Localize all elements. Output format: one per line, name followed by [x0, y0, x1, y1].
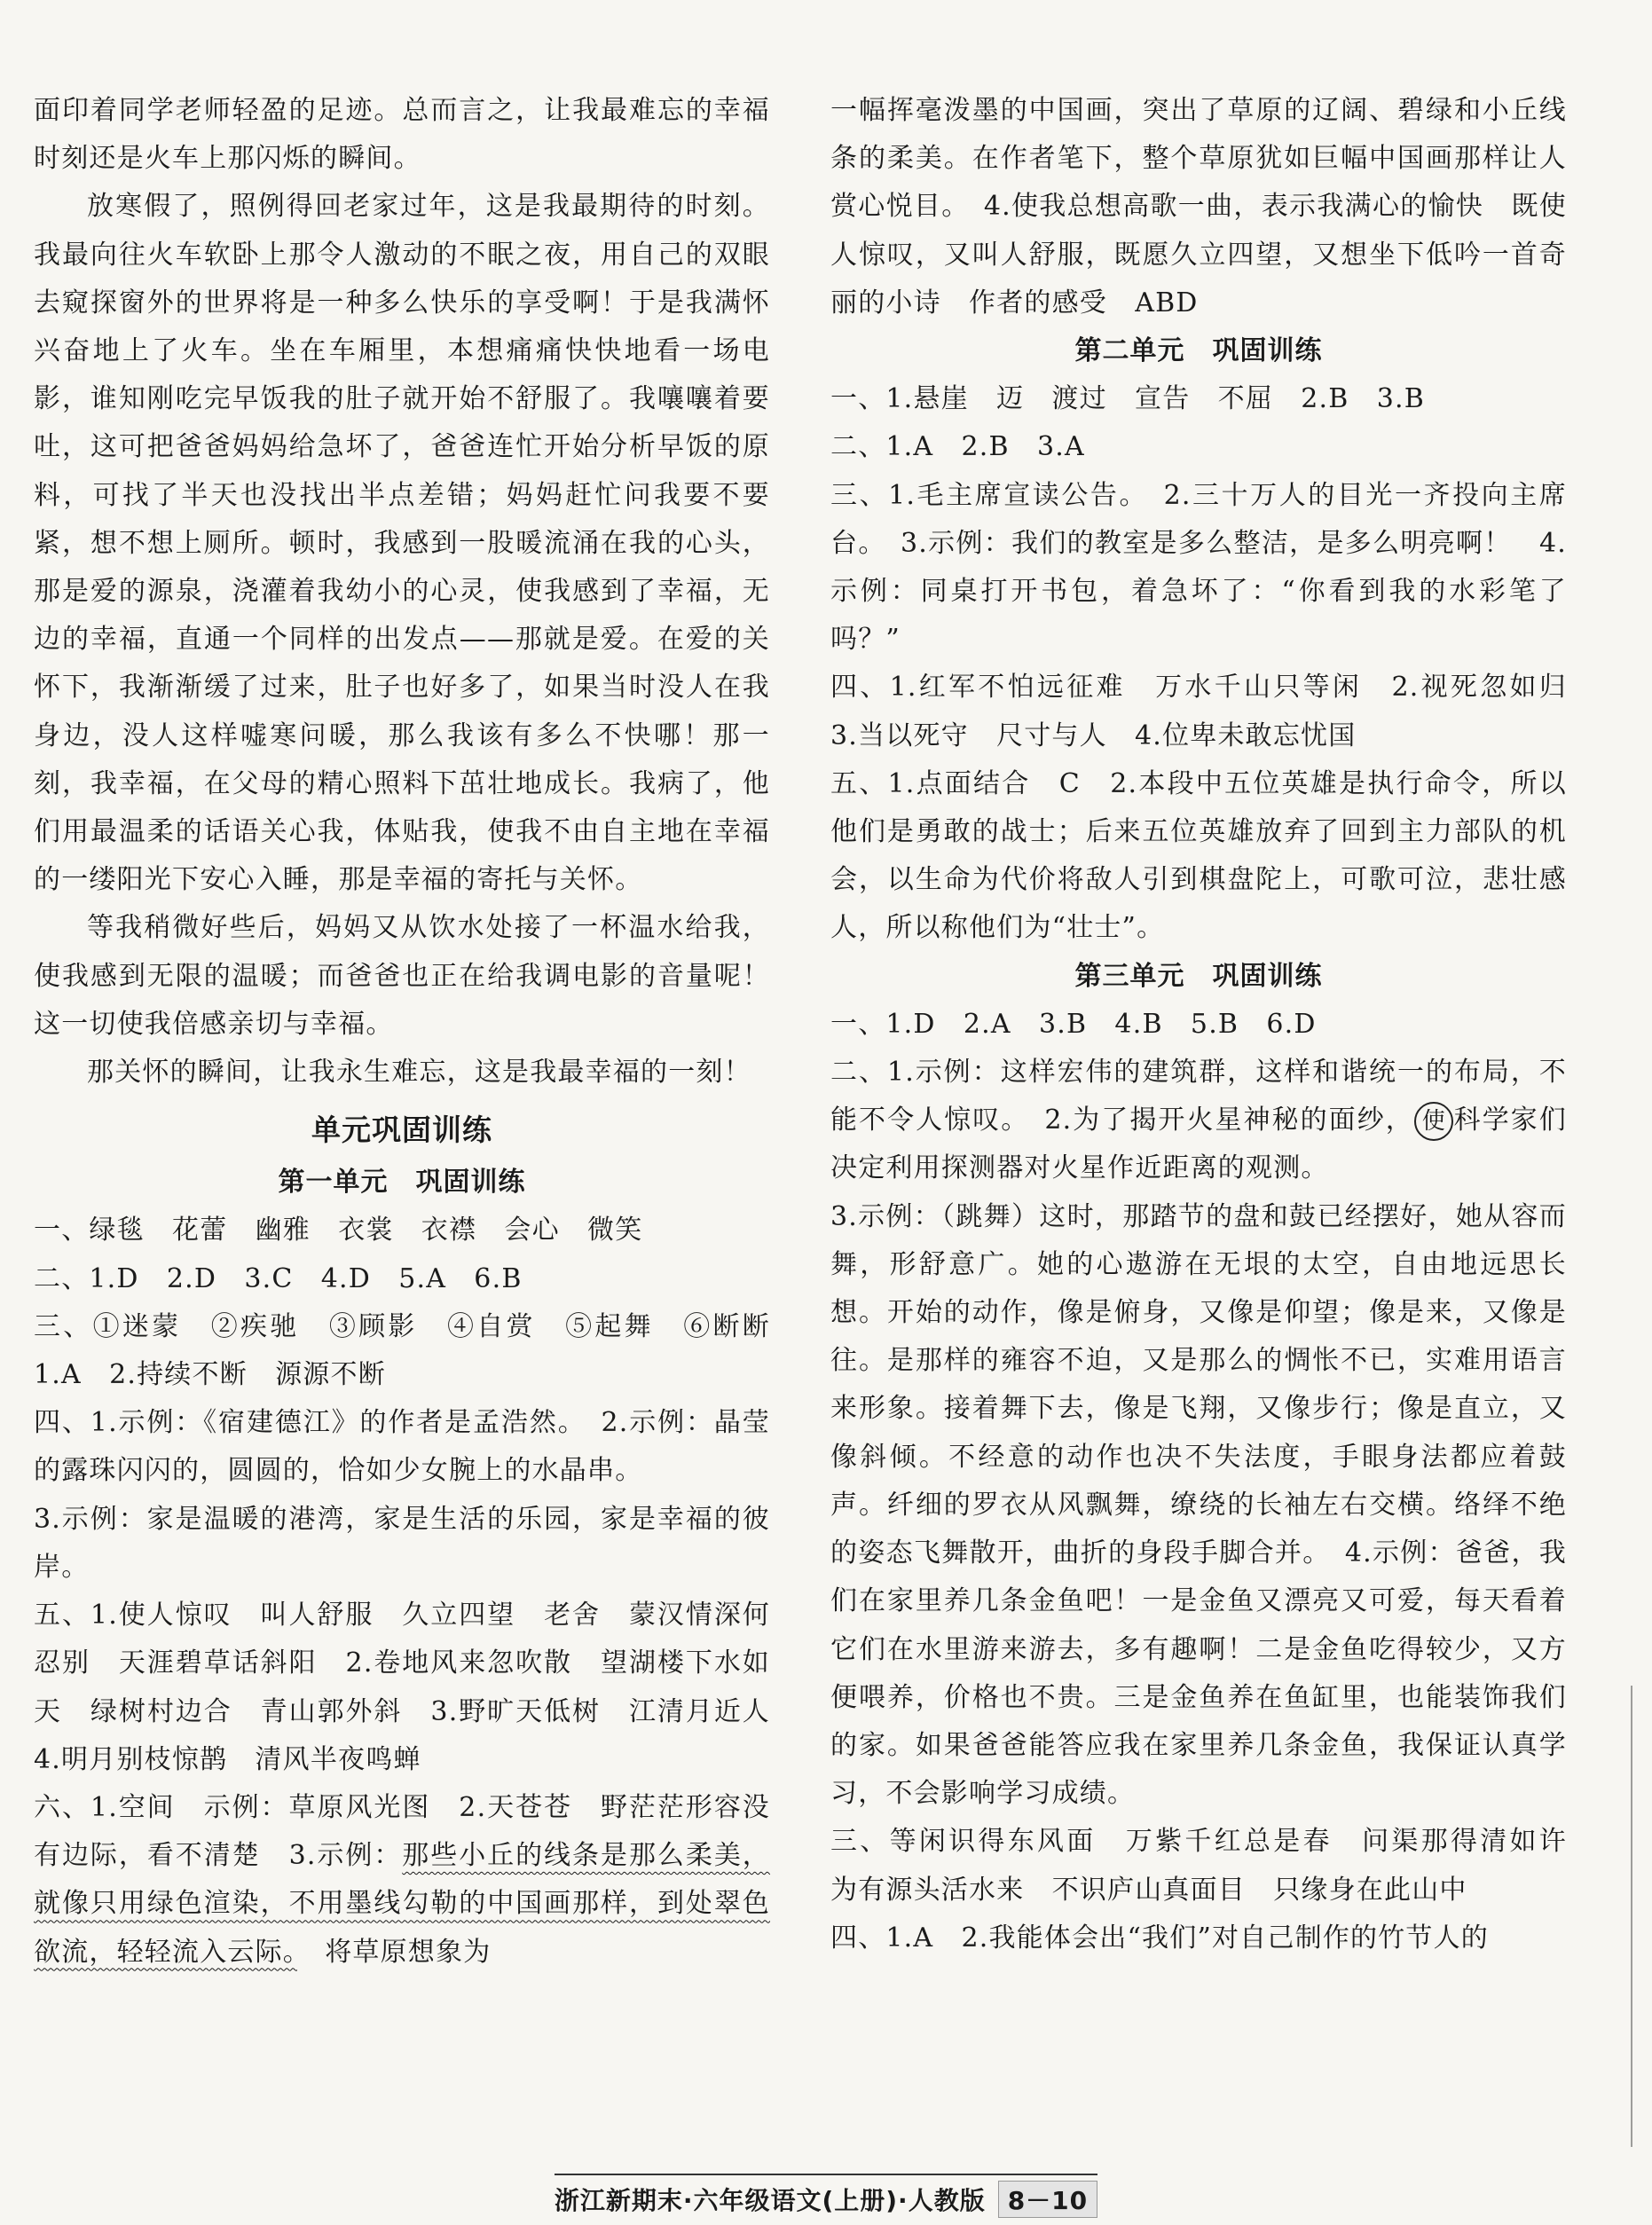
essay-paragraph-3: 等我稍微好些后，妈妈又从饮水处接了一杯温水给我，使我感到无限的温暖；而爸爸也正在给我调电影的音量呢！这一切使我倍感亲切与幸福。	[34, 912, 770, 1040]
unit1-q6-underlined: 那些小丘的线条是那么柔美，就像只用绿色渲染，不用墨线勾勒的中国画那样，到处翠色欲流，轻轻流入云际。	[34, 1840, 770, 1968]
unit1-q2: 二、1.D 2.D 3.C 4.D 5.A 6.B	[34, 1262, 523, 1294]
circled-mark: 使	[1414, 1102, 1453, 1141]
unit3-q1: 一、1.D 2.A 3.B 4.B 5.B 6.D	[830, 1008, 1317, 1040]
right-column	[830, 87, 1595, 1962]
page-code: 8－10	[998, 2181, 1097, 2218]
essay-paragraph-4: 那关怀的瞬间，让我永生难忘，这是我最幸福的一刻！	[87, 1057, 751, 1089]
unit1-q6-post: 将草原想象为	[297, 1936, 492, 1968]
unit2-q4: 四、1.红军不怕远征难 万水千山只等闲 2.视死忽如归 3.当以死守 尺寸与人 4.位卑未敢忘忧国	[830, 672, 1595, 751]
unit1-q1: 一、绿毯 花蕾 幽雅 衣裳 衣襟 会心 微笑	[34, 1215, 643, 1246]
unit3-q2-pre: 二、1.示例：这样宏伟的建筑群，这样和谐统一的布局，不能不令人惊叹。 2.为了揭开火星神秘的面纱，	[830, 1057, 1567, 1136]
unit2-q5: 五、1.点面结合 C 2.本段中五位英雄是执行命令，所以他们是勇敢的战士；后来五位英雄放弃了回到主力部队的机会，以生命为代价将敌人引到棋盘陀上，可歌可泣，悲壮感人，所以称他们为“壮士”。	[830, 767, 1567, 944]
unit3-title: 第三单元 巩固训练	[1074, 960, 1323, 992]
margin-line	[1631, 1686, 1632, 2147]
unit3-section4: 四、1.A 2.我能体会出“我们”对自己制作的竹节人的	[830, 1922, 1489, 1954]
footer-title: 浙江新期末·六年级语文(上册)·人教版	[554, 2186, 986, 2215]
unit2-q3: 三、1.毛主席宣读公告。 2.三十万人的目光一齐投向主席台。 3.示例：我们的教室是多么整洁，是多么明亮啊！ 4.示例：同桌打开书包，着急坏了：“你看到我的水彩笔了吗？”	[830, 479, 1567, 656]
unit1-continued: 一幅挥毫泼墨的中国画，突出了草原的辽阔、碧绿和小丘线条的柔美。在作者笔下，整个草原犹如巨幅中国画那样让人赏心悦目。 4.使我总想高歌一曲，表示我满心的愉快 既使人惊叹，又叫人舒服，既愿久立四望，又想坐下低吟一首奇丽的小诗 作者的感受 ABD	[830, 95, 1567, 318]
unit1-q3: 三、①迷蒙 ②疾驰 ③顾影 ④自赏 ⑤起舞 ⑥断断 1.A 2.持续不断 源源不断	[34, 1310, 798, 1391]
unit3-section3: 三、等闲识得东风面 万紫千红总是春 问渠那得清如许 为有源头活水来 不识庐山真面目 只缘身在此山中	[830, 1826, 1595, 1906]
unit2-title: 第二单元 巩固训练	[1074, 335, 1323, 367]
section-title: 单元巩固训练	[311, 1112, 492, 1148]
unit1-q4b: 3.示例：家是温暖的港湾，家是生活的乐园，家是幸福的彼岸。	[34, 1503, 770, 1583]
footer-bar	[555, 2174, 1097, 2218]
unit1-q6-pre: 六、1.空间 示例：草原风光图 2.天苍苍 野茫茫形容没有边际，看不清楚 3.示例：	[34, 1791, 770, 1872]
unit1-q5: 五、1.使人惊叹 叫人舒服 久立四望 老舍 蒙汉情深何忍别 天涯碧草话斜阳 2.卷地风来忽吹散 望湖楼下水如天 绿树村边合 青山郭外斜 3.野旷天低树 江清月近人 4.明月别枝惊鹊 清风半夜鸣蝉	[34, 1600, 798, 1775]
page-footer	[0, 2174, 1652, 2218]
unit2-q2: 二、1.A 2.B 3.A	[830, 431, 1085, 463]
unit3-q2-post: 科学家们决定利用探测器对火星作近距离的观测。	[830, 1105, 1567, 1184]
essay-paragraph-2: 放寒假了，照例得回老家过年，这是我最期待的时刻。我最向往火车软卧上那令人激动的不眠之夜，用自己的双眼去窥探窗外的世界将是一种多么快乐的享受啊！于是我满怀兴奋地上了火车。坐在车厢里，本想痛痛快快地看一场电影，谁知刚吃完早饭我的肚子就开始不舒服了。我嚷嚷着要吐，这可把爸爸妈妈给急坏了，爸爸连忙开始分析早饭的原料，可找了半天也没找出半点差错；妈妈赶忙问我要不要紧，想不想上厕所。顿时，我感到一股暖流涌在我的心头，那是爱的源泉，浇灌着我幼小的心灵，使我感到了幸福，无边的幸福，直通一个同样的出发点——那就是爱。在爱的关怀下，我渐渐缓了过来，肚子也好多了，如果当时没人在我身边，没人这样嘘寒问暖，那么我该有多么不快哪！那一刻，我幸福，在父母的精心照料下茁壮地成长。我病了，他们用最温柔的话语关心我，体贴我，使我不由自主地在幸福的一缕阳光下安心入睡，那是幸福的寄托与关怀。	[34, 191, 770, 896]
unit1-title: 第一单元 巩固训练	[278, 1167, 526, 1199]
unit1-q4a: 四、1.示例：《宿建德江》的作者是孟浩然。 2.示例：晶莹的露珠闪闪的，圆圆的，恰如少女腕上的水晶串。	[34, 1407, 770, 1487]
unit1-q6	[34, 1784, 770, 1977]
left-column	[34, 87, 798, 1977]
essay-paragraph-1: 面印着同学老师轻盈的足迹。总而言之，让我最难忘的幸福时刻还是火车上那闪烁的瞬间。	[34, 95, 770, 175]
unit2-q1: 一、1.悬崖 迈 渡过 宣告 不屈 2.B 3.B	[830, 383, 1425, 415]
unit3-q2	[830, 1049, 1567, 1193]
unit3-q3: 3.示例：（跳舞）这时，那踏节的盘和鼓已经摆好，她从容而舞，形舒意广。她的心遨游在无垠的太空，自由地远思长想。开始的动作，像是俯身，又像是仰望；像是来，又像是往。是那样的雍容不迫，又是那么的惆怅不已，实难用语言来形象。接着舞下去，像是飞翔，又像步行；像是直立，又像斜倾。不经意的动作也决不失法度，手眼身法都应着鼓声。纤细的罗衣从风飘舞，缭绕的长袖左右交横。络绎不绝的姿态飞舞散开，曲折的身段手脚合并。 4.示例：爸爸，我们在家里养几条金鱼吧！一是金鱼又漂亮又可爱，每天看着它们在水里游来游去，多有趣啊！二是金鱼吃得较少，又方便喂养，价格也不贵。三是金鱼养在鱼缸里，也能装饰我们的家。如果爸爸能答应我在家里养几条金鱼，我保证认真学习，不会影响学习成绩。	[830, 1200, 1567, 1810]
